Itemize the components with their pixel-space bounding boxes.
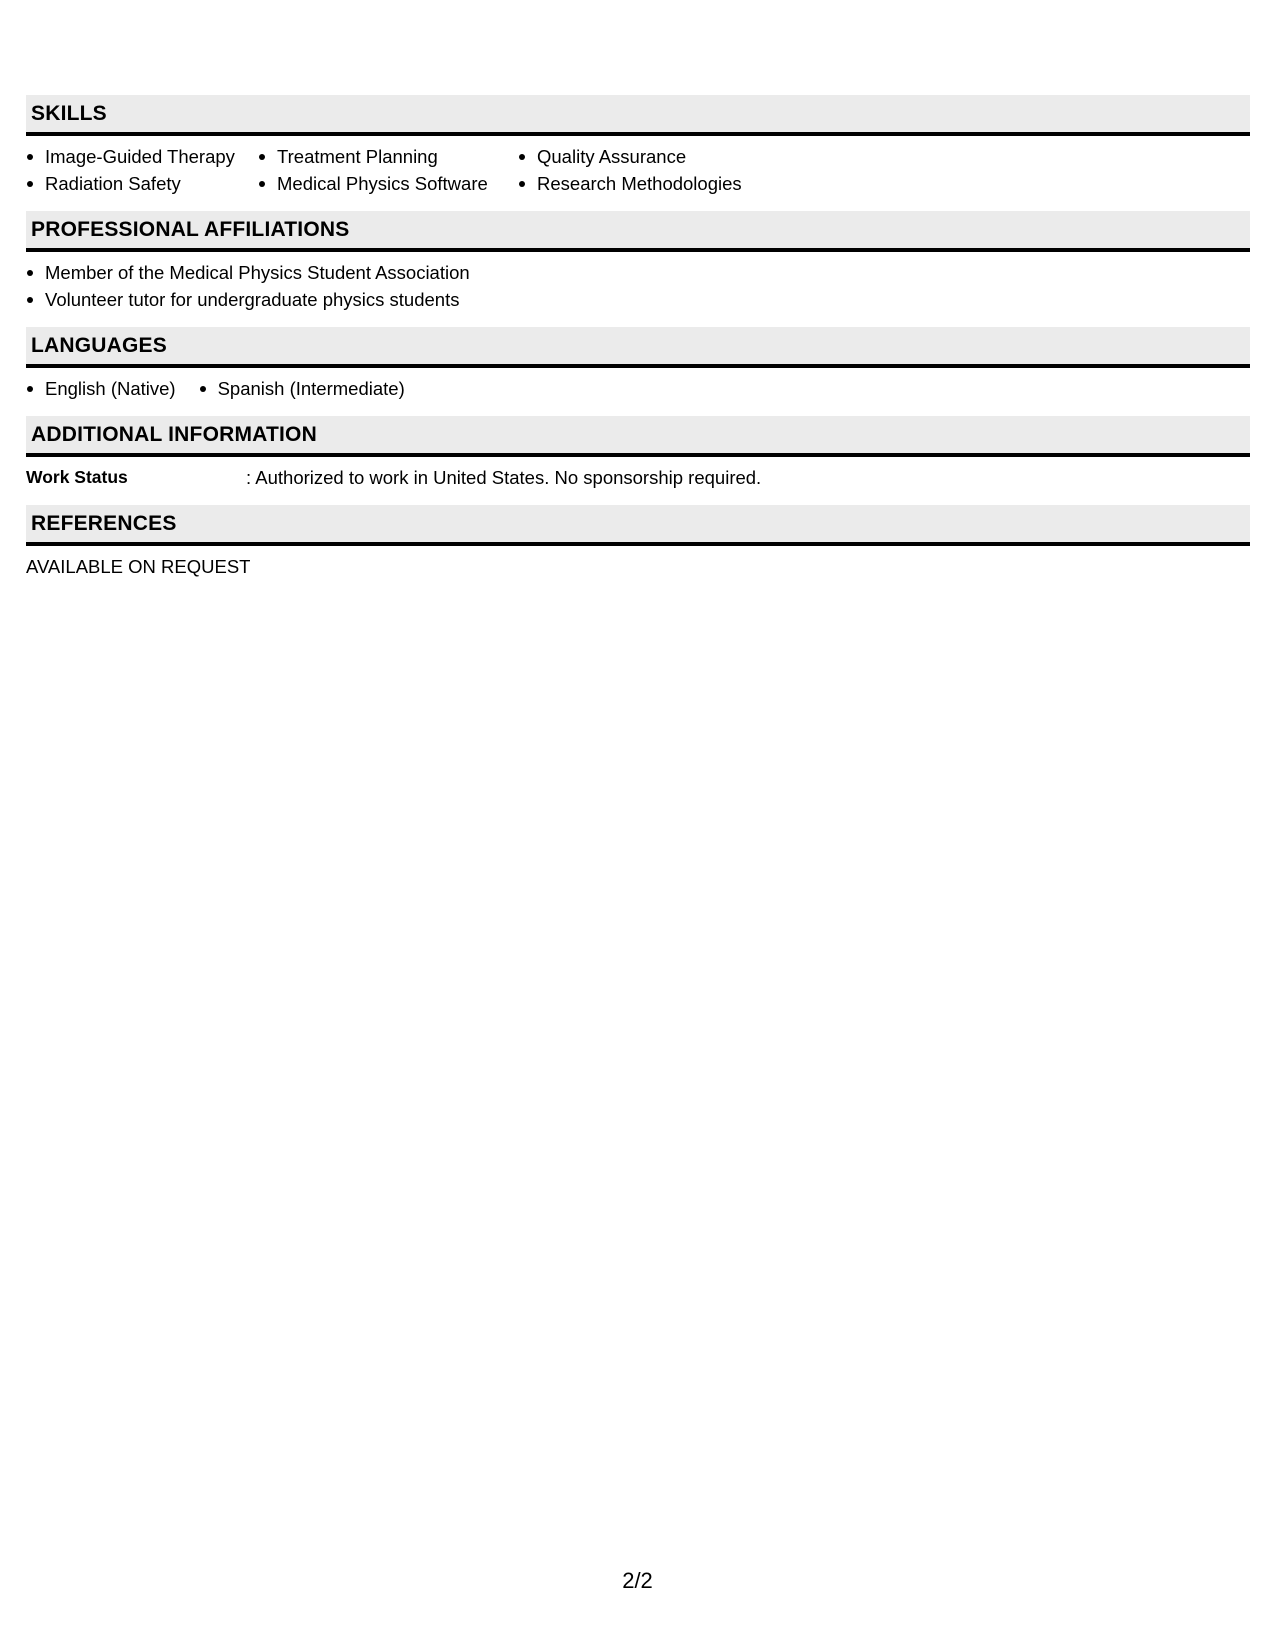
affiliation-item: Volunteer tutor for undergraduate physics students	[26, 286, 1250, 313]
work-status-value: : Authorized to work in United States. No sponsorship required.	[246, 467, 762, 488]
languages-list	[26, 375, 1250, 402]
languages-title: LANGUAGES	[31, 333, 167, 357]
page-number: 2/2	[622, 1568, 653, 1593]
skill-item: Medical Physics Software	[258, 170, 518, 197]
references-title: REFERENCES	[31, 511, 177, 535]
language-item: Spanish (Intermediate)	[199, 375, 405, 402]
languages-body	[26, 368, 1250, 416]
references-header	[26, 505, 1250, 546]
language-item: English (Native)	[26, 375, 176, 402]
skills-list	[26, 143, 1250, 197]
affiliations-header	[26, 211, 1250, 252]
resume-page	[26, 95, 1250, 594]
skill-item: Treatment Planning	[258, 143, 518, 170]
additional-info-section	[26, 416, 1250, 505]
affiliations-title: PROFESSIONAL AFFILIATIONS	[31, 217, 350, 241]
additional-info-body	[26, 457, 1250, 505]
skill-item: Quality Assurance	[518, 143, 818, 170]
skills-title: SKILLS	[31, 101, 107, 125]
affiliations-list	[26, 259, 1250, 313]
additional-info-title: ADDITIONAL INFORMATION	[31, 422, 317, 446]
skills-body	[26, 136, 1250, 211]
skills-header	[26, 95, 1250, 136]
languages-header	[26, 327, 1250, 368]
additional-info-header	[26, 416, 1250, 457]
affiliation-item: Member of the Medical Physics Student Association	[26, 259, 1250, 286]
work-status-row	[26, 464, 1250, 491]
references-text: AVAILABLE ON REQUEST	[26, 556, 251, 577]
affiliations-section	[26, 211, 1250, 327]
affiliations-body	[26, 252, 1250, 327]
references-body	[26, 546, 1250, 594]
skill-item: Research Methodologies	[518, 170, 818, 197]
work-status-label: Work Status	[26, 467, 128, 487]
skill-item: Radiation Safety	[26, 170, 258, 197]
languages-section	[26, 327, 1250, 416]
references-section	[26, 505, 1250, 594]
skill-item: Image-Guided Therapy	[26, 143, 258, 170]
skills-section	[26, 95, 1250, 211]
